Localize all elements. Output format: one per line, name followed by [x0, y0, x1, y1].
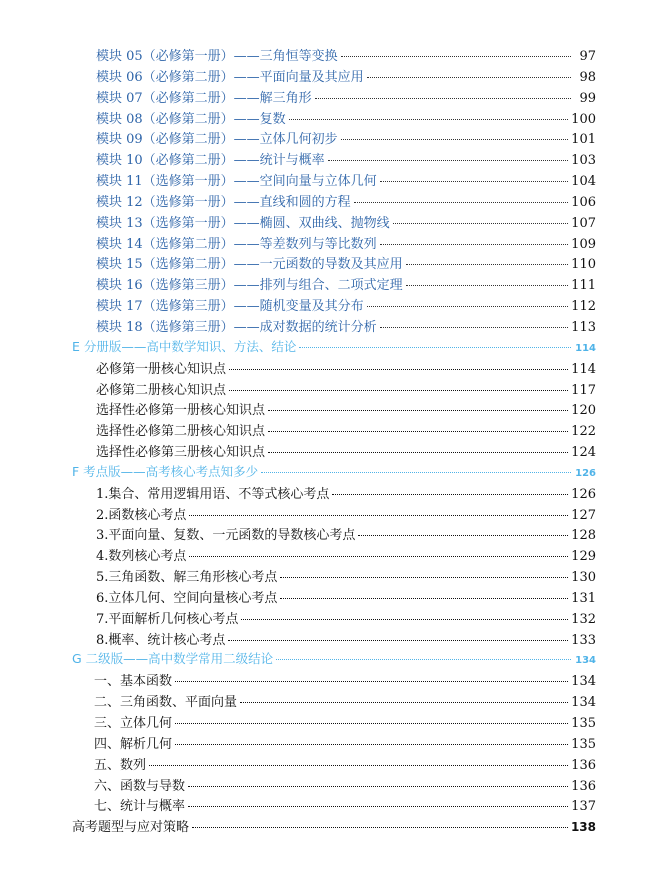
entry-title: 模块 17（选修第三册）——随机变量及其分布: [96, 299, 364, 315]
dot-leader: [280, 577, 568, 578]
toc-entry[interactable]: [0, 587, 660, 608]
entry-title: 2.函数核心考点: [96, 507, 187, 523]
entry-page: 128: [571, 528, 596, 544]
dot-leader: [175, 681, 568, 682]
entry-title: 四、解析几何: [94, 736, 173, 752]
entry-page: 109: [571, 236, 596, 252]
toc-entry[interactable]: [0, 566, 660, 587]
toc-entry[interactable]: [0, 399, 660, 420]
toc-entry[interactable]: [0, 191, 660, 212]
toc-entry[interactable]: [0, 108, 660, 129]
toc-entry[interactable]: [0, 253, 660, 274]
dot-leader: [358, 535, 568, 536]
toc-entry[interactable]: [0, 608, 660, 629]
toc-entry[interactable]: [0, 420, 660, 441]
entry-title: 1.集合、常用逻辑用语、不等式核心考点: [96, 486, 330, 502]
dot-leader: [192, 827, 568, 828]
dot-leader: [149, 765, 568, 766]
entry-page: 111: [571, 278, 596, 294]
entry-page: 120: [571, 403, 596, 419]
entry-title: 模块 07（必修第二册）——解三角形: [96, 90, 312, 106]
toc-entry[interactable]: [0, 754, 660, 775]
entry-title: 7.平面解析几何核心考点: [96, 611, 239, 627]
toc-entry[interactable]: [0, 795, 660, 816]
entry-title: 模块 15（选修第二册）——一元函数的导数及其应用: [96, 257, 403, 273]
entry-page: 110: [571, 257, 596, 273]
dot-leader: [261, 472, 571, 473]
entry-page: 133: [571, 632, 596, 648]
table-of-contents: [0, 45, 660, 837]
dot-leader: [380, 181, 568, 182]
entry-title: 高考题型与应对策略: [72, 820, 190, 836]
section-page: 114: [575, 342, 596, 354]
entry-title: 模块 16（选修第三册）——排列与组合、二项式定理: [96, 278, 403, 294]
entry-title: 模块 05（必修第一册）——三角恒等变换: [96, 49, 338, 64]
dot-leader: [229, 369, 568, 370]
dot-leader: [341, 56, 571, 57]
entry-title: 5.三角函数、解三角形核心考点: [96, 570, 278, 586]
entry-title: 必修第一册核心知识点: [96, 361, 227, 377]
dot-leader: [367, 77, 571, 78]
entry-page: 112: [571, 299, 596, 315]
dot-leader: [315, 98, 571, 99]
dot-leader: [406, 285, 568, 286]
entry-title: 选择性必修第三册核心知识点: [96, 445, 266, 461]
dot-leader: [332, 494, 568, 495]
dot-leader: [393, 223, 568, 224]
entry-title: 模块 14（选修第二册）——等差数列与等比数列: [96, 236, 377, 252]
dot-leader: [188, 806, 568, 807]
entry-page: 135: [571, 736, 596, 752]
entry-title: 五、数列: [94, 757, 147, 773]
toc-section-heading[interactable]: [0, 462, 660, 483]
entry-page: 136: [571, 778, 596, 794]
section-page: 126: [575, 467, 596, 479]
toc-entry[interactable]: [0, 379, 660, 400]
dot-leader: [354, 202, 568, 203]
dot-leader: [268, 410, 568, 411]
section-title: E 分册版——高中数学知识、方法、结论: [72, 338, 297, 354]
toc-entry[interactable]: [0, 358, 660, 379]
entry-page: 104: [571, 174, 596, 190]
toc-entry-final[interactable]: [0, 816, 660, 837]
dot-leader: [189, 556, 568, 557]
toc-entry[interactable]: [0, 233, 660, 254]
entry-page: 106: [571, 194, 596, 210]
dot-leader: [175, 744, 568, 745]
entry-title: 模块 11（选修第一册）——空间向量与立体几何: [96, 174, 377, 190]
entry-title: 三、立体几何: [94, 716, 173, 731]
toc-section-heading[interactable]: [0, 649, 660, 670]
toc-entry[interactable]: [0, 775, 660, 796]
entry-title: 模块 09（必修第二册）——立体几何初步: [96, 132, 338, 148]
entry-title: 选择性必修第二册核心知识点: [96, 424, 266, 440]
dot-leader: [188, 786, 568, 787]
toc-entry[interactable]: [0, 504, 660, 525]
entry-title: 模块 13（选修第一册）——椭圆、双曲线、抛物线: [96, 215, 390, 231]
entry-page: 103: [571, 153, 596, 169]
entry-page: 131: [571, 590, 596, 606]
toc-entry[interactable]: [0, 483, 660, 504]
toc-entry[interactable]: [0, 66, 660, 87]
section-title: F 考点版——高考核心考点知多少: [72, 463, 259, 479]
dot-leader: [341, 139, 568, 140]
entry-page: 124: [571, 445, 596, 461]
entry-title: 4.数列核心考点: [96, 549, 187, 565]
dot-leader: [268, 452, 568, 453]
entry-page: 127: [571, 507, 596, 523]
entry-page: 138: [570, 820, 596, 835]
dot-leader: [328, 160, 568, 161]
entry-page: 135: [571, 716, 596, 731]
entry-page: 99: [579, 90, 596, 106]
entry-page: 137: [571, 799, 596, 815]
entry-page: 134: [571, 674, 596, 690]
dot-leader: [175, 723, 568, 724]
entry-page: 100: [571, 111, 596, 127]
toc-entry[interactable]: [0, 733, 660, 754]
section-title: G 二级版——高中数学常用二级结论: [72, 651, 274, 667]
dot-leader: [406, 264, 568, 265]
toc-entry[interactable]: [0, 670, 660, 691]
dot-leader: [241, 619, 568, 620]
toc-entry[interactable]: [0, 295, 660, 316]
toc-entry[interactable]: [0, 316, 660, 337]
section-page: 134: [575, 655, 596, 667]
entry-page: 114: [571, 361, 596, 377]
dot-leader: [268, 431, 568, 432]
entry-page: 130: [571, 570, 596, 586]
dot-leader: [229, 390, 568, 391]
entry-title: 模块 12（选修第一册）——直线和圆的方程: [96, 194, 351, 210]
toc-entry[interactable]: [0, 545, 660, 566]
entry-title: 必修第二册核心知识点: [96, 382, 227, 398]
entry-title: 二、三角函数、平面向量: [94, 695, 238, 711]
dot-leader: [380, 327, 568, 328]
entry-title: 模块 08（必修第二册）——复数: [96, 111, 286, 127]
entry-page: 107: [571, 215, 596, 231]
entry-title: 七、统计与概率: [94, 799, 186, 815]
toc-entry[interactable]: [0, 128, 660, 149]
toc-entry[interactable]: [0, 629, 660, 650]
entry-title: 模块 06（必修第二册）——平面向量及其应用: [96, 69, 364, 85]
toc-entry[interactable]: [0, 170, 660, 191]
dot-leader: [280, 598, 568, 599]
entry-page: 129: [571, 549, 596, 565]
dot-leader: [189, 515, 568, 516]
entry-title: 模块 18（选修第三册）——成对数据的统计分析: [96, 319, 377, 335]
entry-title: 选择性必修第一册核心知识点: [96, 403, 266, 419]
dot-leader: [240, 702, 568, 703]
entry-title: 一、基本函数: [94, 674, 173, 690]
entry-page: 101: [571, 132, 596, 148]
dot-leader: [289, 119, 568, 120]
entry-page: 122: [571, 424, 596, 440]
toc-entry[interactable]: [0, 212, 660, 233]
toc-section-heading[interactable]: [0, 337, 660, 358]
entry-title: 8.概率、统计核心考点: [96, 632, 226, 648]
entry-title: 6.立体几何、空间向量核心考点: [96, 590, 278, 606]
dot-leader: [367, 306, 568, 307]
entry-page: 136: [571, 757, 596, 773]
toc-entry[interactable]: [0, 149, 660, 170]
dot-leader: [228, 640, 568, 641]
entry-title: 模块 10（必修第二册）——统计与概率: [96, 153, 325, 169]
toc-entry[interactable]: [0, 441, 660, 462]
dot-leader: [380, 244, 568, 245]
toc-entry[interactable]: [0, 87, 660, 108]
entry-page: 134: [571, 695, 596, 711]
toc-entry[interactable]: [0, 45, 660, 66]
entry-page: 98: [579, 69, 596, 85]
dot-leader: [299, 347, 571, 348]
toc-entry[interactable]: [0, 712, 660, 733]
toc-entry[interactable]: [0, 524, 660, 545]
dot-leader: [276, 659, 571, 660]
entry-title: 六、函数与导数: [94, 778, 186, 794]
toc-entry[interactable]: [0, 691, 660, 712]
entry-title: 3.平面向量、复数、一元函数的导数核心考点: [96, 528, 356, 544]
entry-page: 117: [571, 382, 596, 398]
entry-page: 132: [571, 611, 596, 627]
entry-page: 97: [579, 49, 596, 64]
entry-page: 126: [571, 486, 596, 502]
toc-entry[interactable]: [0, 274, 660, 295]
entry-page: 113: [571, 319, 596, 335]
